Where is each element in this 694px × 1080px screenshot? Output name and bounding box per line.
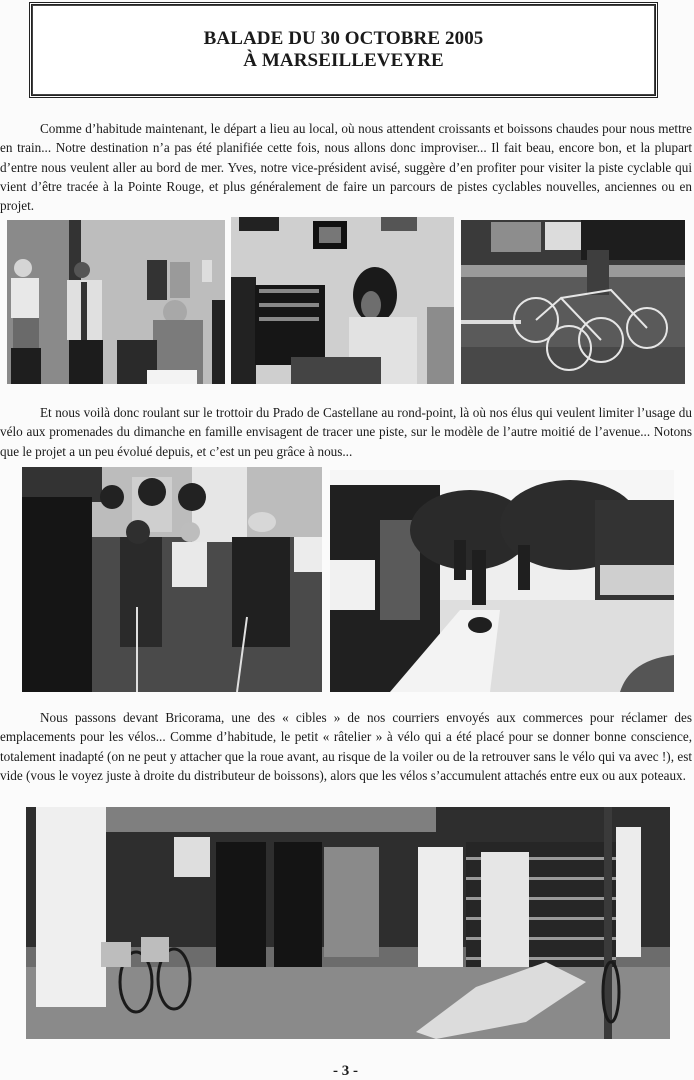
article-title-box <box>29 2 658 98</box>
photo-local-man-drinking <box>231 217 454 384</box>
photo-bricorama-storefront <box>26 807 670 1039</box>
paragraph-3-text: Nous passons devant Bricorama, une des « cibles » de nos courriers envoyés aux commerces pour réclamer des emplacements pour les vélos... Comme d’habitude, le petit « râtelier » à vélo qui a été placé pour se donner bonne conscience, totalement inadapté (on ne peut y attacher que la roue avant, au risque de la voiler ou de la retrouver sans le vélo qui va avec !), est vide (vous le voyez juste à droite du distributeur de boissons), alors que les vélos s’accumulent attachés entre eux ou aux poteaux. <box>0 710 692 783</box>
paragraph-3 <box>0 708 692 785</box>
title-line-2: À MARSEILLEVEYRE <box>243 50 444 71</box>
page-number: - 3 - <box>333 1063 358 1079</box>
paragraph-2-text: Et nous voilà donc roulant sur le trottoir du Prado de Castellane au rond-point, là où nos élus qui veulent limiter l’usage du vélo aux promenades du dimanche en famille envisagent de tracer une piste, sur le modèle de l’autre moitié de l’avenue... Notons que le projet a un peu évolué depuis, et c’est un peu grâce à nous... <box>0 405 692 459</box>
paragraph-2 <box>0 403 692 461</box>
photo-cyclists-on-path <box>330 470 674 692</box>
photo-bikes-parked-street <box>461 220 685 384</box>
paragraph-1 <box>0 119 692 215</box>
title-line-1: BALADE DU 30 OCTOBRE 2005 <box>203 28 484 49</box>
paragraph-1-text: Comme d’habitude maintenant, le départ a lieu au local, où nous attendent croissants et boissons chaudes pour nous mettre en train... Notre destination n’a pas été planifiée cette fois, nous allons donc improviser... Il fait beau, encore bon, et la plupart d’entre nous veulent aller au bord de mer. Yves, notre vice-président avisé, suggère d’en profiter pour visiter la piste cyclable qui vient d’être tracée à la Pointe Rouge, et plus généralement de faire un parcours de pistes cyclables nouvelles, anciennes ou en projet. <box>0 121 692 214</box>
photo-local-people-standing <box>7 220 225 384</box>
photo-cyclists-group-street <box>22 467 322 692</box>
